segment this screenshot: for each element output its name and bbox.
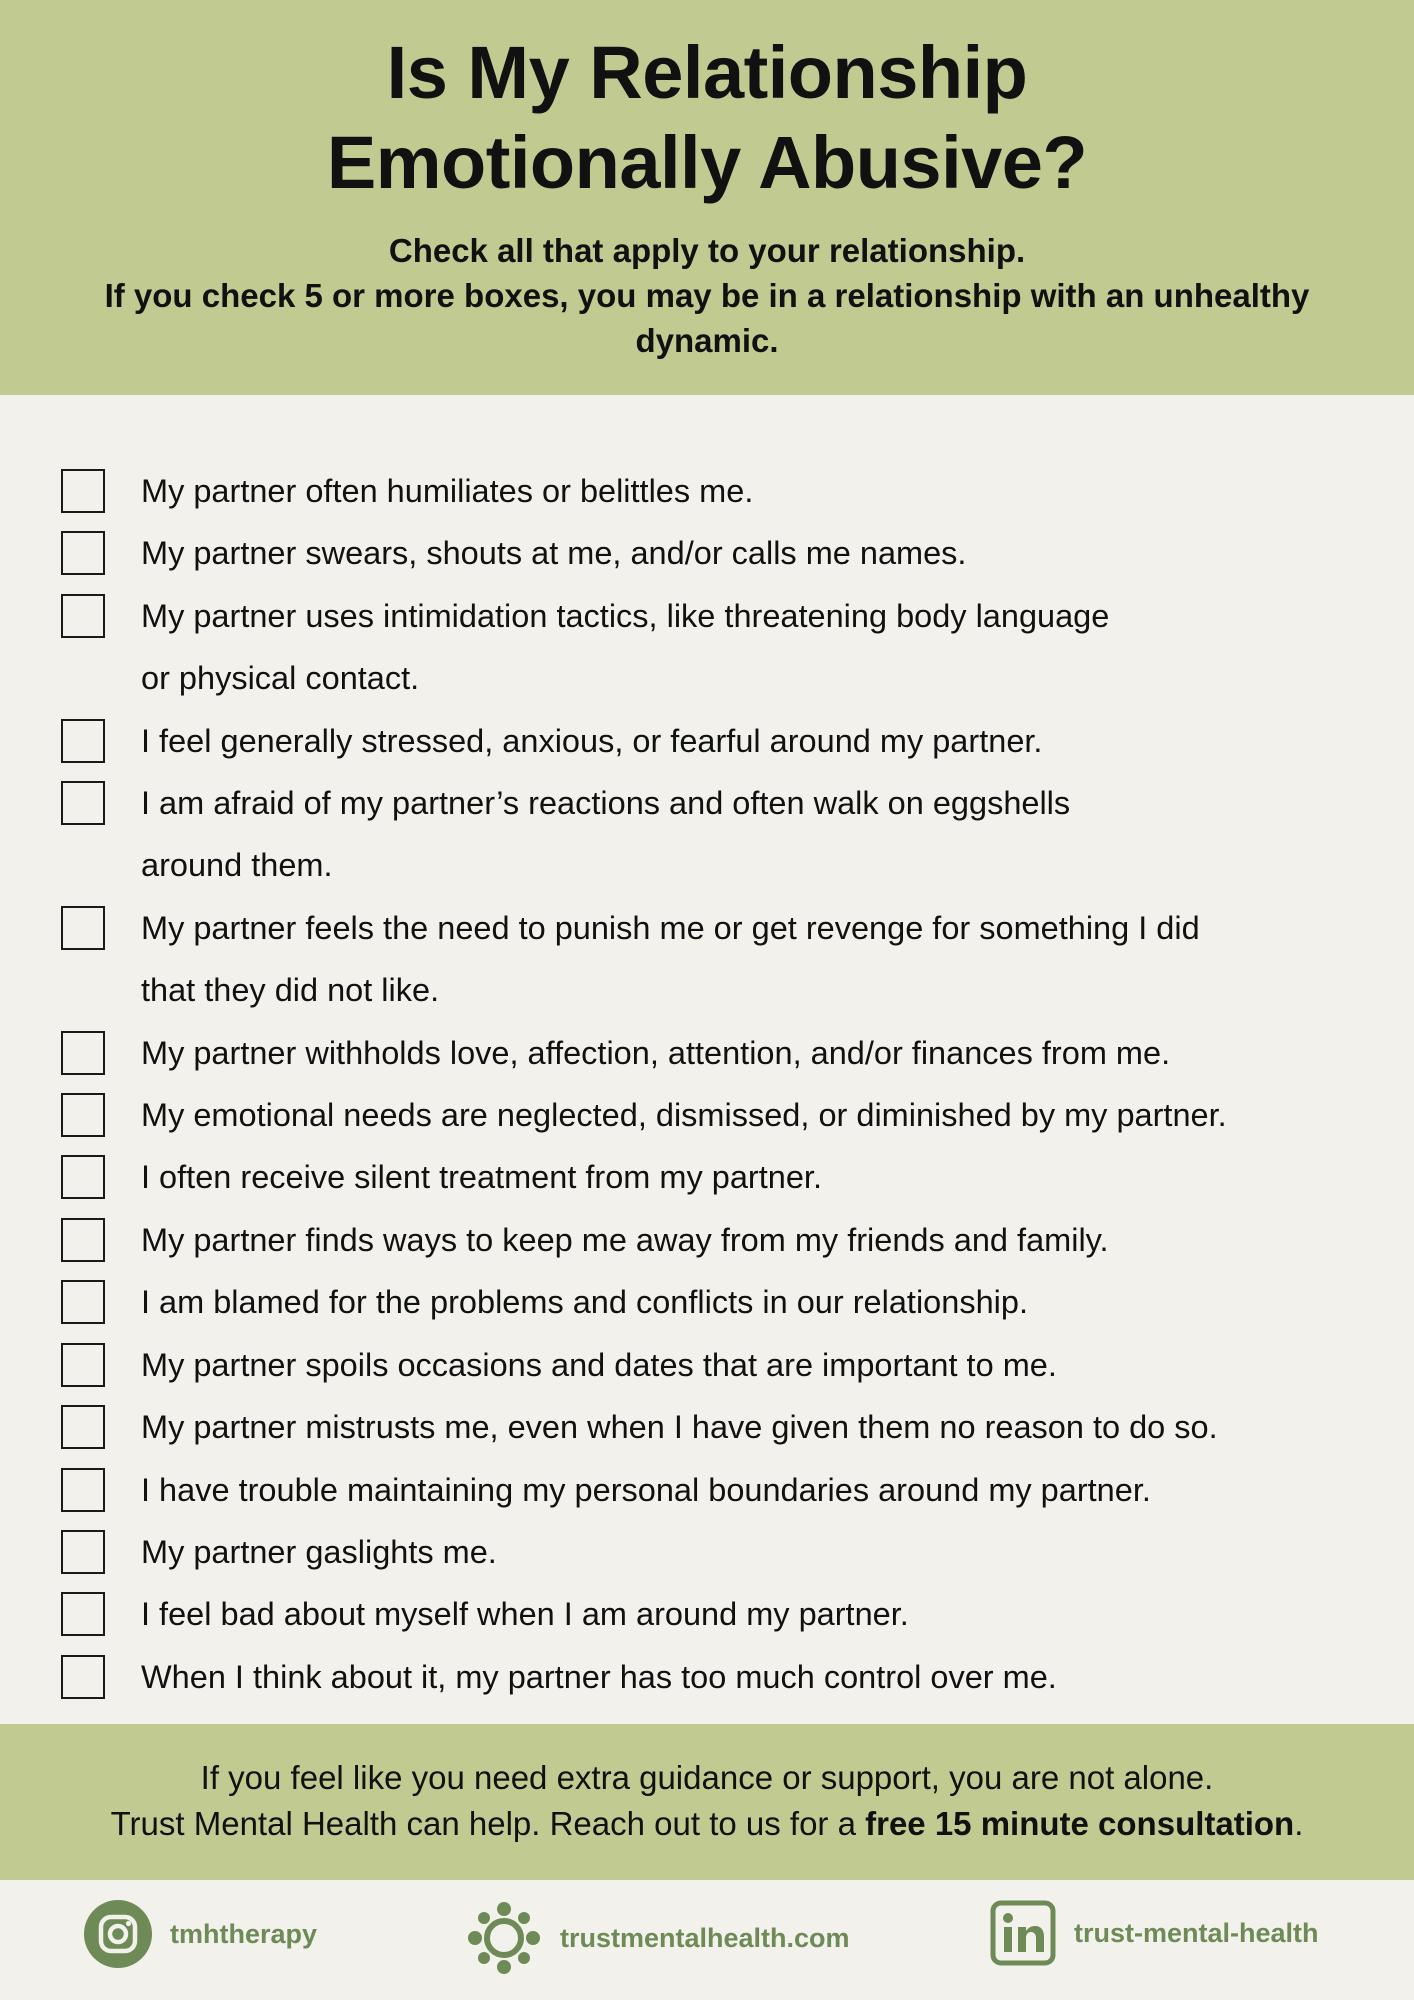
- checkbox[interactable]: [61, 469, 105, 513]
- checklist-item: [0, 1022, 1414, 1084]
- instructions: [40, 228, 1374, 363]
- checklist-item-text: My partner spoils occasions and dates that are important to me.: [141, 1346, 1057, 1383]
- checklist-item: [0, 897, 1414, 1022]
- checklist-item: [0, 1334, 1414, 1396]
- footer: [0, 1880, 1414, 2000]
- linkedin-icon: [990, 1900, 1056, 1966]
- checklist-item: [0, 1084, 1414, 1146]
- checklist-item-text: My partner gaslights me.: [141, 1533, 497, 1570]
- instructions-line-2: If you check 5 or more boxes, you may be in a relationship with an unhealthy: [104, 277, 1310, 314]
- instructions-line-1: Check all that apply to your relationship.: [388, 232, 1026, 269]
- checkbox[interactable]: [61, 781, 105, 825]
- checkbox[interactable]: [61, 1343, 105, 1387]
- cta-line-2-end: .: [1294, 1805, 1304, 1842]
- checklist-item-text: My partner mistrusts me, even when I have given them no reason to do so.: [141, 1409, 1218, 1446]
- checkbox[interactable]: [61, 1468, 105, 1512]
- checklist-item-text: My partner uses intimidation tactics, like threatening body language: [141, 597, 1110, 634]
- checklist: [0, 460, 1414, 1708]
- checkbox[interactable]: [61, 1218, 105, 1262]
- checklist-item-text: My partner feels the need to punish me or get revenge for something I did: [141, 909, 1200, 946]
- checklist-item-text: When I think about it, my partner has too much control over me.: [141, 1658, 1057, 1695]
- checklist-item-text: I have trouble maintaining my personal boundaries around my partner.: [141, 1471, 1151, 1508]
- linkedin-link[interactable]: [990, 1900, 1319, 1966]
- checkbox[interactable]: [61, 1280, 105, 1324]
- checklist-item: [0, 1521, 1414, 1583]
- instagram-handle: tmhtherapy: [170, 1918, 318, 1949]
- instagram-icon: [84, 1900, 152, 1968]
- cta-line-1: If you feel like you need extra guidance or support, you are not alone.: [200, 1759, 1214, 1796]
- checklist-item-text: My partner swears, shouts at me, and/or calls me names.: [141, 535, 967, 572]
- checkbox[interactable]: [61, 1592, 105, 1636]
- checklist-item: [0, 585, 1414, 710]
- checklist-item-text: I feel bad about myself when I am around my partner.: [141, 1596, 909, 1633]
- checklist-item-text-continued: that they did not like.: [141, 972, 440, 1009]
- instructions-line-3: dynamic.: [635, 322, 779, 359]
- checklist-item: [0, 1583, 1414, 1645]
- checkbox[interactable]: [61, 906, 105, 950]
- checklist-item: [0, 710, 1414, 772]
- checklist-item-text: My emotional needs are neglected, dismissed, or diminished by my partner.: [141, 1097, 1227, 1134]
- checklist-item-text: My partner withholds love, affection, attention, and/or finances from me.: [141, 1034, 1171, 1071]
- checklist-item: [0, 772, 1414, 897]
- website-url: trustmentalhealth.com: [560, 1922, 850, 1953]
- checkbox[interactable]: [61, 1405, 105, 1449]
- website-link[interactable]: [466, 1900, 850, 1976]
- checklist-item: [0, 1146, 1414, 1208]
- cta-line-2-text: Trust Mental Health can help. Reach out to us for a: [110, 1805, 866, 1842]
- checkbox[interactable]: [61, 1530, 105, 1574]
- checkbox[interactable]: [61, 1093, 105, 1137]
- free-consultation-emphasis: free 15 minute consultation: [865, 1805, 1295, 1842]
- checklist-item-text: I am afraid of my partner’s reactions and often walk on eggshells: [141, 785, 1071, 822]
- trust-mental-health-logo-icon: [466, 1900, 542, 1976]
- checklist-item: [0, 460, 1414, 522]
- checklist-item-text: I feel generally stressed, anxious, or fearful around my partner.: [141, 722, 1043, 759]
- linkedin-handle: trust-mental-health: [1074, 1917, 1319, 1948]
- title-line-2: Emotionally Abusive?: [326, 121, 1088, 204]
- checklist-item-text-continued: or physical contact.: [141, 660, 420, 697]
- checkbox[interactable]: [61, 1655, 105, 1699]
- checklist-item: [0, 1459, 1414, 1521]
- checkbox[interactable]: [61, 719, 105, 763]
- checklist-item-text: My partner often humiliates or belittles me.: [141, 473, 754, 509]
- title-line-1: Is My Relationship: [386, 31, 1028, 114]
- checkbox[interactable]: [61, 594, 105, 638]
- consultation-banner: [0, 1724, 1414, 1880]
- instagram-link[interactable]: [84, 1900, 317, 1968]
- checklist-item-text: I am blamed for the problems and conflicts in our relationship.: [141, 1284, 1028, 1321]
- page-title: [0, 28, 1414, 208]
- checklist-item: [0, 1271, 1414, 1333]
- checklist-item-text: I often receive silent treatment from my partner.: [141, 1159, 822, 1196]
- checklist-item: [0, 1396, 1414, 1458]
- checkbox[interactable]: [61, 531, 105, 575]
- checklist-item: [0, 522, 1414, 584]
- checkbox[interactable]: [61, 1155, 105, 1199]
- cta-line-2: [0, 1801, 1414, 1847]
- checklist-item: [0, 1646, 1414, 1708]
- checkbox[interactable]: [61, 1031, 105, 1075]
- checklist-item-text-continued: around them.: [141, 847, 333, 884]
- checklist-item-text: My partner finds ways to keep me away from my friends and family.: [141, 1221, 1109, 1258]
- checklist-item: [0, 1209, 1414, 1271]
- header-banner: [0, 0, 1414, 395]
